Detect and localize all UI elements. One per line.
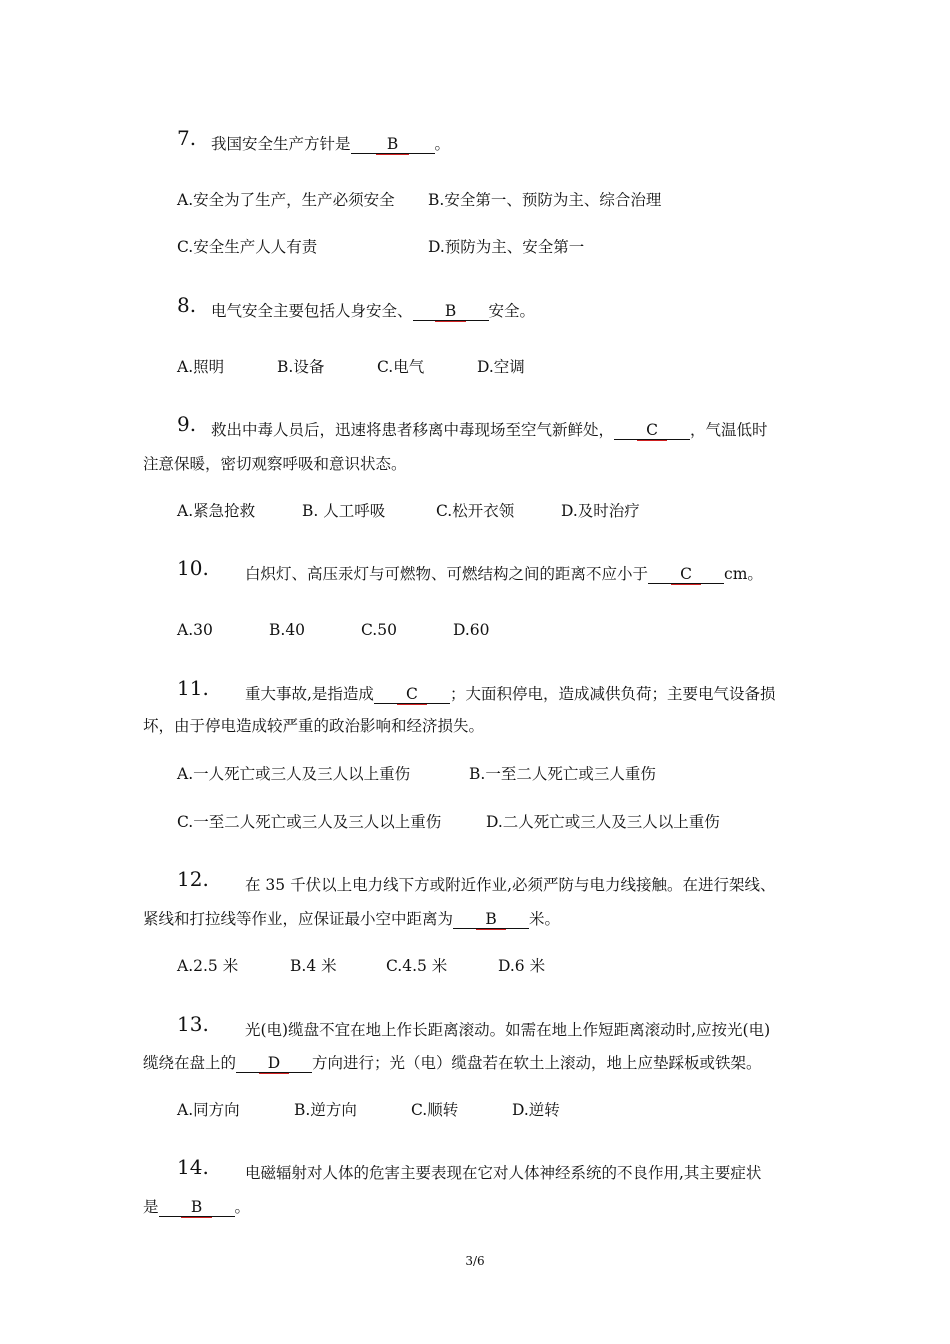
- option-c: C.顺转: [411, 1101, 459, 1119]
- question-13-number: 13.: [177, 1012, 209, 1036]
- answer-blank: C: [374, 685, 450, 704]
- option-d: D.6 米: [498, 957, 546, 975]
- question-10-number: 10.: [177, 556, 209, 580]
- option-d: D.60: [453, 621, 490, 639]
- answer-blank: C: [614, 421, 690, 440]
- question-12-text-line2: 紧线和打拉线等作业，应保证最小空中距离为 B 米。: [143, 910, 561, 928]
- option-d: D.逆转: [512, 1101, 560, 1119]
- question-11-text-line2: 坏，由于停电造成较严重的政治影响和经济损失。: [143, 717, 485, 735]
- question-8-number: 8.: [177, 293, 197, 317]
- option-c: C.电气: [377, 358, 425, 376]
- answer-blank: B: [351, 135, 435, 154]
- option-b: B.逆方向: [294, 1101, 357, 1119]
- question-7-number: 7.: [177, 126, 197, 150]
- option-a: A.安全为了生产，生产必须安全: [177, 191, 395, 209]
- option-c: C.一至二人死亡或三人及三人以上重伤: [177, 813, 442, 831]
- option-a: A.照明: [177, 358, 225, 376]
- option-b: B. 人工呼吸: [302, 502, 386, 520]
- option-c: C.松开衣领: [436, 502, 515, 520]
- option-a: A.2.5 米: [177, 957, 239, 975]
- answer-blank: C: [648, 565, 724, 584]
- option-d: D.预防为主、安全第一: [428, 238, 585, 256]
- question-14-text-line2: 是 B 。: [143, 1198, 251, 1216]
- option-b: B.4 米: [290, 957, 337, 975]
- question-8-text: 电气安全主要包括人身安全、 B 安全。: [211, 302, 536, 320]
- option-c: C.4.5 米: [386, 957, 448, 975]
- question-12-text: 在 35 千伏以上电力线下方或附近作业,必须严防与电力线接触。在进行架线、: [245, 876, 776, 894]
- option-a: A.同方向: [177, 1101, 240, 1119]
- question-14-number: 14.: [177, 1155, 209, 1179]
- answer-blank: D: [236, 1054, 312, 1073]
- option-b: B.设备: [277, 358, 325, 376]
- option-b: B.40: [269, 621, 306, 639]
- question-9-text-line2: 注意保暖，密切观察呼吸和意识状态。: [143, 455, 407, 473]
- answer-blank: B: [453, 910, 529, 929]
- question-13-text-line2: 缆绕在盘上的 D 方向进行；光（电）缆盘若在软土上滚动，地上应垫踩板或铁架。: [143, 1054, 762, 1072]
- option-d: D.空调: [477, 358, 525, 376]
- question-10-text: 白炽灯、高压汞灯与可燃物、可燃结构之间的距离不应小于 C cm。: [245, 565, 763, 583]
- question-11-text: 重大事故,是指造成 C ；大面积停电，造成减供负荷；主要电气设备损: [245, 685, 776, 703]
- page-number: 3/6: [465, 1254, 485, 1268]
- option-c: C.安全生产人人有责: [177, 238, 318, 256]
- option-a: A.一人死亡或三人及三人以上重伤: [177, 765, 411, 783]
- answer-blank: B: [159, 1198, 235, 1217]
- option-d: D.二人死亡或三人及三人以上重伤: [486, 813, 720, 831]
- question-12-number: 12.: [177, 867, 209, 891]
- option-d: D.及时治疗: [561, 502, 640, 520]
- question-9-text: 救出中毒人员后，迅速将患者移离中毒现场至空气新鲜处， C ，气温低时: [211, 421, 768, 439]
- question-7-text: 我国安全生产方针是 B 。: [211, 135, 451, 153]
- question-13-text: 光(电)缆盘不宜在地上作长距离滚动。如需在地上作短距离滚动时,应按光(电): [245, 1021, 771, 1039]
- question-14-text: 电磁辐射对人体的危害主要表现在它对人体神经系统的不良作用,其主要症状: [245, 1164, 762, 1182]
- option-a: A.30: [177, 621, 213, 639]
- answer-blank: B: [413, 302, 489, 321]
- option-b: B.一至二人死亡或三人重伤: [469, 765, 656, 783]
- question-11-number: 11.: [177, 676, 209, 700]
- option-b: B.安全第一、预防为主、综合治理: [428, 191, 662, 209]
- question-9-number: 9.: [177, 412, 197, 436]
- option-a: A.紧急抢救: [177, 502, 256, 520]
- option-c: C.50: [361, 621, 397, 639]
